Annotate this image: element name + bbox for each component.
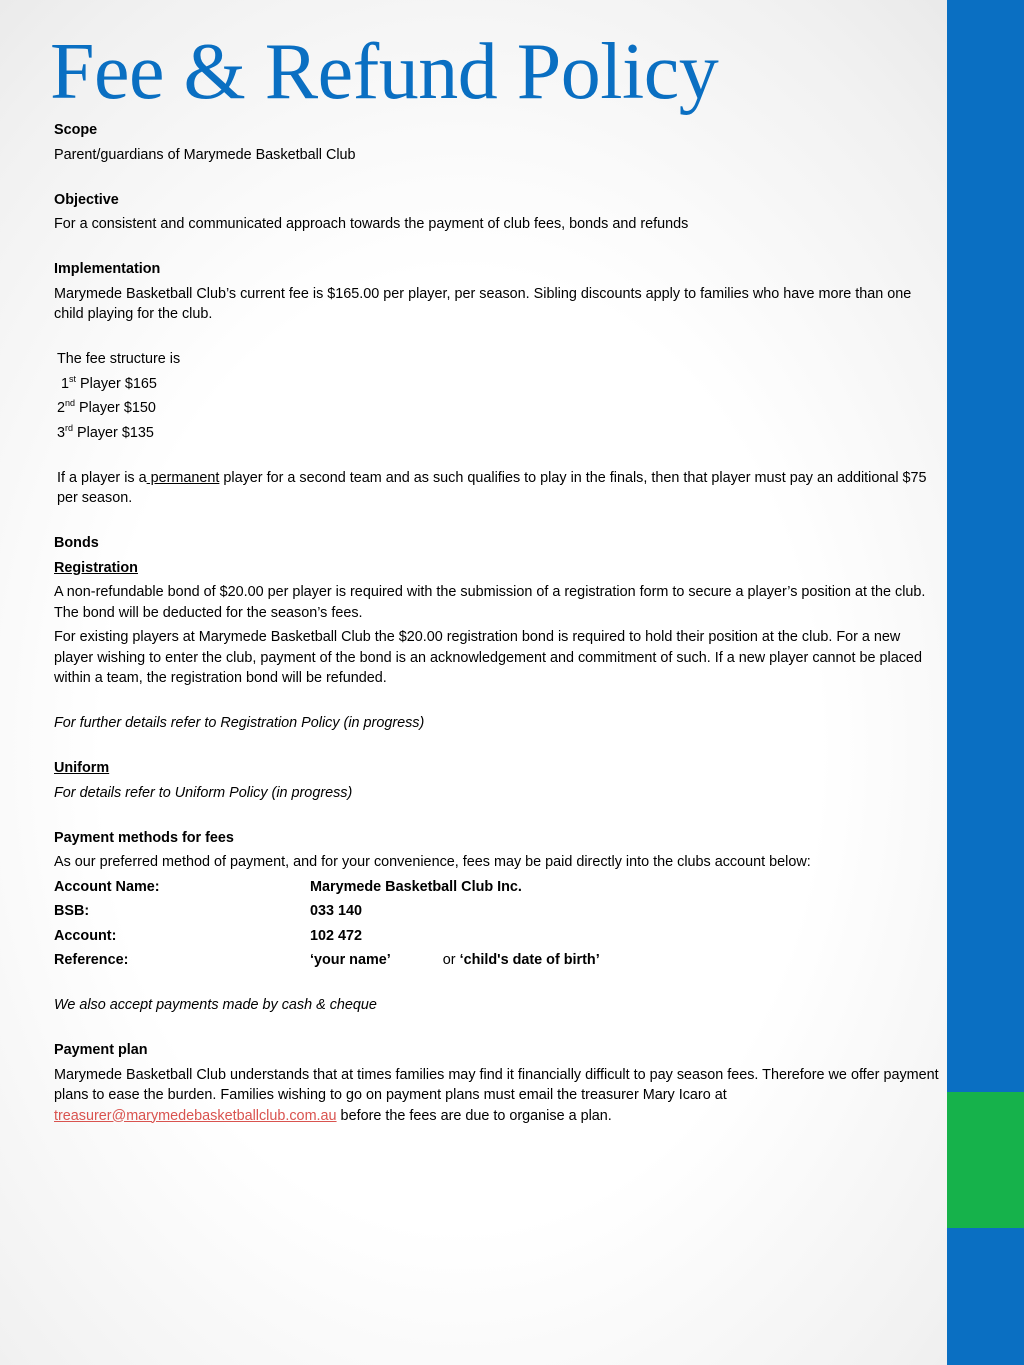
bsb-label: BSB:	[54, 903, 90, 919]
scope-heading: Scope	[54, 122, 98, 138]
account-name-label: Account Name:	[54, 878, 160, 895]
cash-cheque-note: We also accept payments made by cash & cheque	[54, 997, 377, 1013]
implementation-heading: Implementation	[54, 261, 161, 277]
side-bar-green-accent	[947, 1092, 1024, 1228]
reference-alt-value: ‘child's date of birth’	[459, 952, 600, 968]
objective-text: For a consistent and communicated approach towards the payment of club fees, bonds and refunds	[54, 216, 689, 232]
bonds-heading: Bonds	[54, 535, 99, 551]
account-number-row	[54, 926, 939, 947]
fee-tier-2: 2nd Player $150	[57, 398, 156, 416]
payment-methods-heading: Payment methods for fees	[54, 829, 234, 846]
policy-content	[54, 120, 939, 1126]
reference-value: ‘your name’	[310, 952, 391, 968]
registration-bond-text: A non-refundable bond of $20.00 per player is required with the submission of a registration form to secure a player’s position at the club. The bond will be deducted for the season’s fees.	[54, 584, 926, 621]
payment-plan-heading: Payment plan	[54, 1042, 148, 1058]
account-number-value: 102 472	[310, 927, 363, 944]
account-name-value: Marymede Basketball Club Inc.	[310, 878, 522, 895]
uniform-policy-note: For details refer to Uniform Policy (in progress)	[54, 784, 353, 801]
registration-subheading: Registration	[54, 559, 138, 576]
existing-players-bond-text: For existing players at Marymede Basketball Club the $20.00 registration bond is required to hold their position at the club. For a new player wishing to enter the club, payment of the bond is an acknowledgement and commitment of such. If a new player cannot be placed within a team, the registration bond will be refunded.	[54, 629, 922, 686]
payment-plan-text: Marymede Basketball Club understands that at times families may find it financially difficult to pay season fees. Therefore we offer payment plans to ease the burden. Families wishing to go on payment plans must email the treasurer Mary Icaro at treasurer@marymedebasketballclub.com.au before the fees are due to organise a plan.	[54, 1066, 939, 1124]
fee-structure-intro: The fee structure is	[57, 351, 181, 367]
fee-tier-3: 3rd Player $135	[57, 422, 154, 441]
account-name-row	[54, 877, 939, 898]
bsb-row	[54, 901, 939, 922]
fee-tier-1: 1st Player $165	[61, 373, 157, 392]
bsb-value: 033 140	[310, 903, 363, 919]
uniform-heading: Uniform	[54, 760, 110, 776]
registration-policy-note: For further details refer to Registration Policy (in progress)	[54, 715, 425, 731]
second-team-fee-text: If a player is a permanent player for a second team and as such qualifies to play in the finals, then that player must pay an additional $75 per season.	[57, 469, 927, 506]
implementation-text: Marymede Basketball Club’s current fee is $165.00 per player, per season. Sibling discounts apply to families who have more than one child playing for the club.	[54, 285, 912, 322]
treasurer-email-link[interactable]: treasurer@marymedebasketballclub.com.au	[54, 1107, 337, 1124]
objective-heading: Objective	[54, 191, 119, 208]
scope-text: Parent/guardians of Marymede Basketball Club	[54, 146, 356, 163]
page-title: Fee & Refund Policy	[50, 28, 719, 116]
reference-label: Reference:	[54, 952, 129, 968]
reference-or: or	[442, 952, 456, 968]
payment-methods-intro: As our preferred method of payment, and for your convenience, fees may be paid directly into the clubs account below:	[54, 854, 811, 870]
account-number-label: Account:	[54, 927, 117, 944]
reference-row	[54, 950, 939, 971]
